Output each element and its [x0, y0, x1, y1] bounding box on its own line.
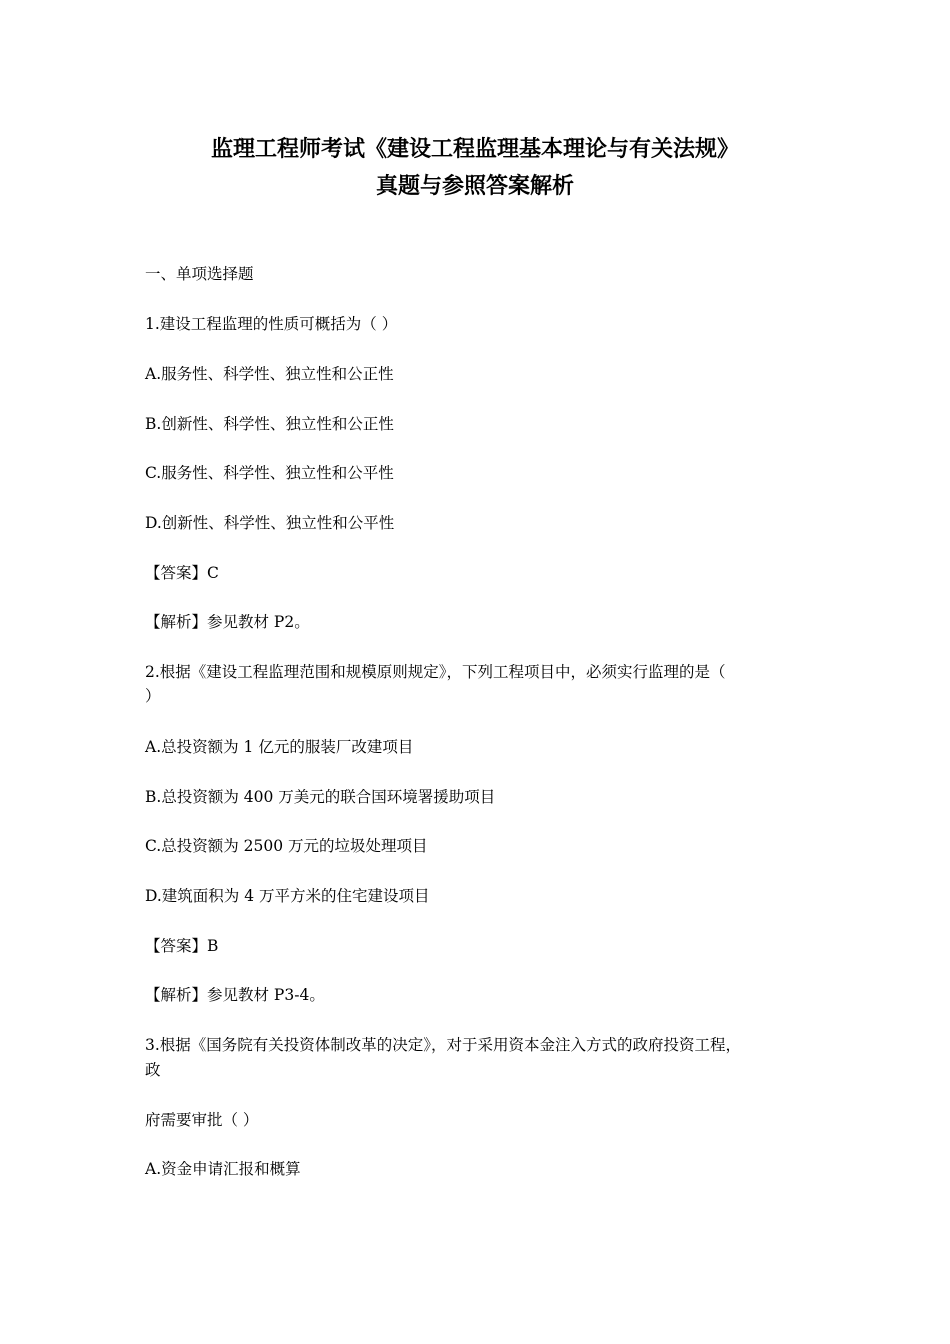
- question-1-option-d: D.创新性、科学性、独立性和公平性: [145, 514, 395, 532]
- section-heading: 一、单项选择题: [145, 265, 254, 283]
- question-1-option-c: C.服务性、科学性、独立性和公平性: [145, 464, 394, 482]
- document-title-line-1: 监理工程师考试《建设工程监理基本理论与有关法规》: [210, 137, 739, 162]
- document-title-line-2: 真题与参照答案解析: [375, 174, 574, 199]
- question-2-option-c: C.总投资额为 2500 万元的垃圾处理项目: [145, 837, 428, 855]
- question-2-option-d: D.建筑面积为 4 万平方米的住宅建设项目: [145, 887, 430, 905]
- question-1-analysis: 【解析】参见教材 P2。: [145, 613, 310, 631]
- question-3-stem-line-1: 3.根据《国务院有关投资体制改革的决定》，对于采用资本金注入方式的政府投资工程，: [145, 1036, 742, 1054]
- question-2-option-a: A.总投资额为 1 亿元的服装厂改建项目: [145, 738, 414, 756]
- question-1-stem: 1.建设工程监理的性质可概括为（ ）: [145, 315, 398, 333]
- question-3-stem-line-2: 政: [145, 1061, 161, 1079]
- question-2-option-b: B.总投资额为 400 万美元的联合国环境署援助项目: [145, 788, 496, 806]
- question-2-answer: 【答案】B: [145, 937, 219, 955]
- question-2-stem-line-1: 2.根据《建设工程监理范围和规模原则规定》，下列工程项目中，必须实行监理的是（: [145, 663, 726, 681]
- question-3-stem-line-3: 府需要审批（ ）: [145, 1111, 259, 1129]
- question-1-answer: 【答案】C: [145, 564, 219, 582]
- question-2-stem-line-2: ）: [145, 687, 161, 705]
- question-2-analysis: 【解析】参见教材 P3-4。: [145, 986, 325, 1004]
- question-3-option-a: A.资金申请汇报和概算: [145, 1160, 301, 1178]
- question-1-option-b: B.创新性、科学性、独立性和公正性: [145, 415, 394, 433]
- question-1-option-a: A.服务性、科学性、独立性和公正性: [145, 365, 394, 383]
